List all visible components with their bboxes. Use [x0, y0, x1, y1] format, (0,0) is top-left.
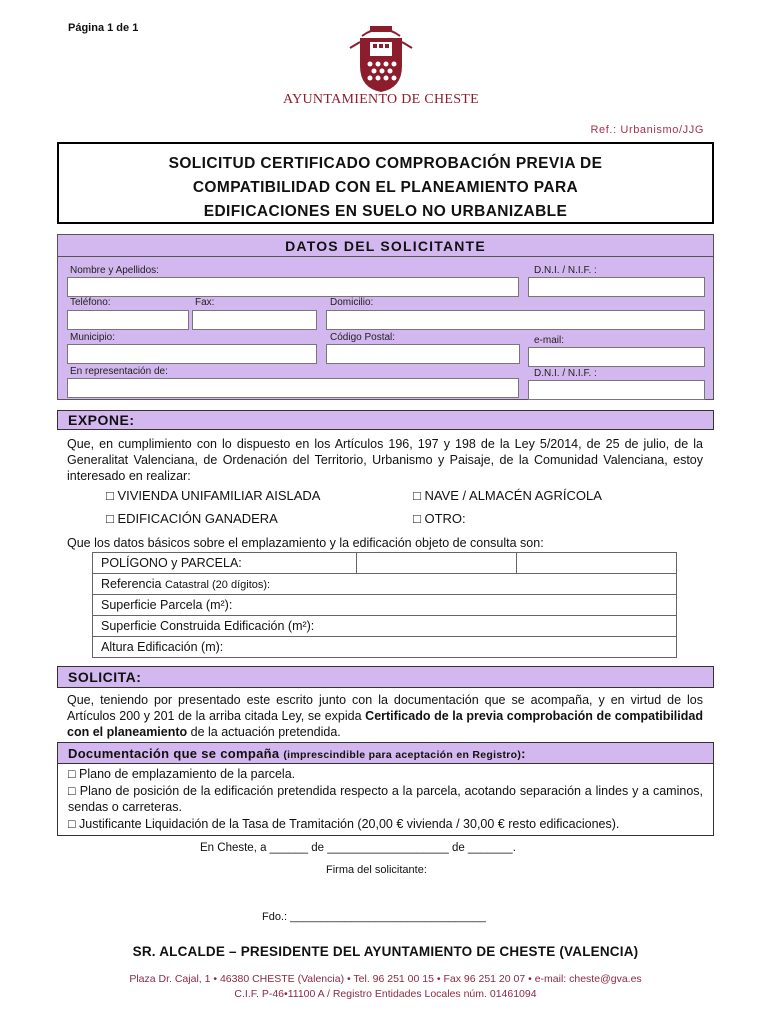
signed-by[interactable]: Fdo.: ________________________________: [262, 911, 486, 923]
page-number: Página 1 de 1: [68, 22, 139, 34]
address-label: Domicilio:: [330, 297, 374, 308]
postal-code-input[interactable]: [326, 344, 520, 364]
doc-item-posicion[interactable]: □ Plano de posición de la edificación pretendida respecto a la parcela, acotando separación a lindes y a caminos, sendas o carreteras.: [68, 783, 703, 814]
addressee: SR. ALCALDE – PRESIDENTE DEL AYUNTAMIENTO DE CHESTE (VALENCIA): [132, 944, 639, 959]
name-input[interactable]: [67, 277, 519, 297]
referencia-row[interactable]: [93, 574, 677, 595]
table-row: [93, 595, 677, 616]
documentation-header-end: :: [521, 746, 526, 761]
rep-dni-input[interactable]: [528, 380, 705, 400]
referencia-small-label: Catastral (20 dígitos):: [164, 579, 271, 591]
fax-label: Fax:: [195, 297, 215, 308]
phone-input[interactable]: [67, 310, 189, 330]
representation-input[interactable]: [67, 378, 519, 398]
email-label: e-mail:: [534, 335, 565, 346]
document-title: [57, 142, 714, 224]
dni-input[interactable]: [528, 277, 705, 297]
expone-text: Que, en cumplimiento con lo dispuesto en los Artículos 196, 197 y 198 de la Ley 5/2014, de 25 de julio, de la Generalitat Valenciana, de Ordenación del Territorio, Urbanismo y Paisaje, de la Comunidad Valenciana, estoy interesado en realizar:: [67, 437, 703, 483]
superficie-parcela-row[interactable]: [93, 595, 677, 616]
footer-address: Plaza Dr. Cajal, 1 • 46380 CHESTE (Valencia) • Tel. 96 251 00 15 • Fax 96 251 20 07 • e-mail: cheste@gva.es: [129, 973, 642, 985]
title-line-2: COMPATIBILIDAD CON EL PLANEAMIENTO PARA: [192, 179, 579, 196]
municipality-input[interactable]: [67, 344, 317, 364]
documentation-header-small: (imprescindible para aceptación en Registro): [283, 749, 522, 761]
signature-label: Firma del solicitante:: [326, 864, 427, 876]
reference-code: Ref.: Urbanismo/JJG: [590, 124, 704, 136]
representation-label: En representación de:: [70, 366, 168, 377]
doc-item-emplazamiento[interactable]: □ Plano de emplazamiento de la parcela.: [68, 767, 296, 781]
solicita-text-post: de la actuación pretendida.: [187, 725, 341, 739]
plot-data-table: [92, 552, 677, 658]
table-row: [93, 616, 677, 637]
solicita-text-pre: Que, teniendo por presentado este escrito junto con la documentación que se acompaña, y en virtud de los Artículos 200 y 201 de la arriba citada Ley, se expida: [67, 693, 703, 723]
email-input[interactable]: [528, 347, 705, 367]
dni-label: D.N.I. / N.I.F. :: [534, 265, 597, 276]
solicita-header: SOLICITA:: [57, 666, 714, 688]
documentation-header-main: Documentación que se compaña: [68, 746, 280, 761]
town-name: AYUNTAMIENTO DE CHESTE: [282, 92, 480, 107]
superficie-construida-label: Superficie Construida Edificación (m²):: [101, 619, 315, 633]
postal-code-label: Código Postal:: [330, 332, 396, 343]
solicita-text-bold: Certificado de la previa comprobación de compatibilidad con el planeamiento: [67, 709, 703, 739]
footer-contact: [57, 972, 714, 1002]
referencia-label: Referencia: [101, 577, 162, 591]
expone-header: EXPONE:: [57, 410, 714, 430]
option-ganadera[interactable]: □ EDIFICACIÓN GANADERA: [106, 511, 278, 526]
rep-dni-label: D.N.I. / N.I.F. :: [534, 368, 597, 379]
superficie-parcela-label: Superficie Parcela (m²):: [101, 598, 233, 612]
footer-cif: C.I.F. P-46•11100 A / Registro Entidades Locales núm. 01461094: [234, 988, 537, 1000]
municipality-label: Municipio:: [70, 332, 116, 343]
parcela-input[interactable]: [517, 553, 677, 574]
table-row: [93, 574, 677, 595]
phone-label: Teléfono:: [70, 297, 111, 308]
address-input[interactable]: [326, 310, 705, 330]
altura-row[interactable]: [93, 637, 677, 658]
town-coat-of-arms-icon: [340, 22, 422, 94]
poligono-label: POLÍGONO y PARCELA:: [93, 553, 357, 574]
applicant-section: [57, 234, 714, 400]
doc-item-tasa[interactable]: □ Justificante Liquidación de la Tasa de Tramitación (20,00 € vivienda / 30,00 € resto edificaciones).: [68, 816, 620, 831]
option-vivienda[interactable]: □ VIVIENDA UNIFAMILIAR AISLADA: [106, 488, 321, 503]
name-label: Nombre y Apellidos:: [70, 265, 159, 276]
solicita-text: [67, 692, 703, 740]
option-nave[interactable]: □ NAVE / ALMACÉN AGRÍCOLA: [413, 488, 602, 503]
title-line-1: SOLICITUD CERTIFICADO COMPROBACIÓN PREVIA DE: [168, 155, 603, 172]
data-intro: Que los datos básicos sobre el emplazamiento y la edificación objeto de consulta son:: [67, 536, 544, 550]
altura-label: Altura Edificación (m):: [101, 640, 224, 654]
documentation-header: [57, 742, 714, 764]
table-row: [93, 637, 677, 658]
fax-input[interactable]: [192, 310, 317, 330]
option-otro[interactable]: □ OTRO:: [413, 511, 466, 526]
applicant-header: DATOS DEL SOLICITANTE: [58, 235, 713, 257]
documentation-list: [57, 764, 714, 836]
title-line-3: EDIFICACIONES EN SUELO NO URBANIZABLE: [203, 203, 568, 220]
poligono-input[interactable]: [357, 553, 517, 574]
superficie-construida-row[interactable]: [93, 616, 677, 637]
table-row: [93, 553, 677, 574]
place-date: En Cheste, a ______ de ___________________ de _______.: [200, 842, 516, 854]
